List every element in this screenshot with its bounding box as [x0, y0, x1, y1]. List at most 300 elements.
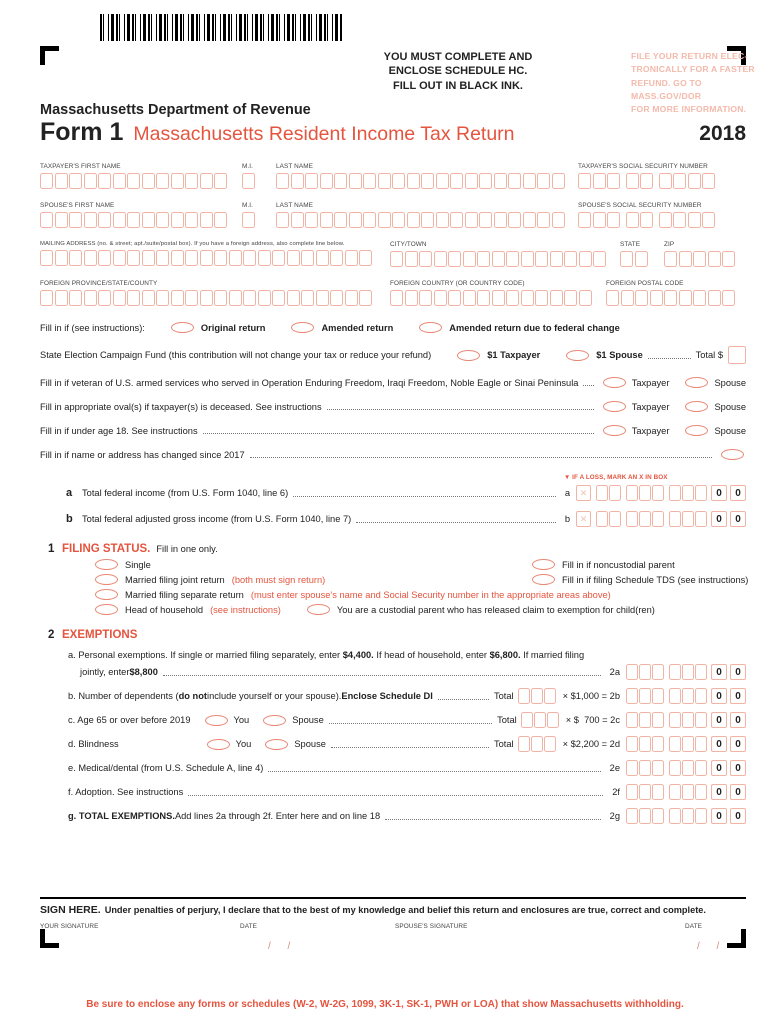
- taxpayer-mi-input[interactable]: [242, 173, 266, 189]
- original-return-oval[interactable]: [171, 322, 194, 333]
- efile-line: TRONICALLY FOR A FASTER: [631, 64, 755, 75]
- sign-here-label: SIGN HERE.: [40, 904, 101, 916]
- char-cell: [534, 712, 546, 728]
- form-number: Form 1: [40, 118, 124, 146]
- dotted-leader: [327, 409, 594, 410]
- char-cell: [272, 290, 285, 306]
- age65-spouse-oval[interactable]: [263, 715, 286, 726]
- char-cell: [550, 251, 563, 267]
- char-cell: [523, 212, 536, 228]
- char-cell: [229, 250, 242, 266]
- char-group: [626, 688, 665, 704]
- schedule-hc-notice: [362, 50, 554, 93]
- cents-box: 0: [711, 688, 727, 704]
- char-cell: [640, 212, 653, 228]
- field-label: MAILING ADDRESS (no. & street; apt./suite/postal box). If you have a foreign address, also complete line below.: [40, 241, 345, 247]
- char-cell: [171, 173, 184, 189]
- char-cell: [626, 688, 638, 704]
- campaign-fund-text: State Election Campaign Fund (this contribution will not change your tax or reduce your refund): [40, 350, 432, 360]
- field-label: SPOUSE'S SOCIAL SECURITY NUMBER: [578, 202, 702, 209]
- deceased-taxpayer-oval[interactable]: [603, 401, 626, 412]
- char-cell: [609, 485, 621, 501]
- cents-box: 0: [730, 664, 746, 680]
- dotted-leader: [331, 747, 489, 748]
- schedule-tds-label: Fill in if filing Schedule TDS (see instructions): [562, 574, 749, 585]
- char-cell: [635, 290, 648, 306]
- veteran-taxpayer-oval[interactable]: [603, 377, 626, 388]
- exemption-2a-line1: [40, 650, 746, 660]
- field-label: FOREIGN POSTAL CODE: [606, 280, 684, 287]
- char-cell: [593, 212, 606, 228]
- char-cell: [477, 290, 490, 306]
- cents-box: 0: [711, 760, 727, 776]
- deceased-ovals: [603, 401, 746, 412]
- head-household-option: [95, 604, 281, 615]
- char-cell: [626, 511, 638, 527]
- exemption-2g-amount: [626, 808, 746, 824]
- char-cell: [434, 251, 447, 267]
- cents-box: 0: [711, 808, 727, 824]
- zip-input[interactable]: [664, 251, 746, 267]
- char-cell: [55, 290, 68, 306]
- taxpayer-last-name-input[interactable]: [276, 173, 568, 189]
- section-title: FILING STATUS.: [62, 543, 151, 555]
- field-label: STATE: [620, 241, 641, 248]
- department-name: Massachusetts Department of Revenue: [40, 102, 311, 118]
- amended-return-oval[interactable]: [291, 322, 314, 333]
- char-group: [669, 760, 708, 776]
- foreign-country-input[interactable]: [390, 290, 596, 306]
- field-label: ZIP: [664, 241, 675, 248]
- field-label: DATE: [685, 923, 702, 930]
- char-cell: [185, 290, 198, 306]
- exemption-2a-amount-input[interactable]: [626, 664, 708, 680]
- char-cell: [98, 212, 111, 228]
- char-group: [626, 664, 665, 680]
- your-date-field[interactable]: [240, 923, 395, 952]
- taxpayer-label: Taxpayer: [631, 425, 670, 436]
- char-cell: [652, 784, 664, 800]
- cents-box: 0: [730, 736, 746, 752]
- field-label: M.I.: [242, 202, 254, 209]
- foreign-country-field: [390, 280, 596, 306]
- campaign-spouse-oval[interactable]: [566, 350, 589, 361]
- char-cell: [392, 212, 405, 228]
- exemption-2c-amount-input[interactable]: [626, 712, 708, 728]
- char-cell: [688, 212, 701, 228]
- dotted-leader: [293, 496, 556, 497]
- form-body: [40, 163, 749, 824]
- loss-note: ▼ IF A LOSS, MARK AN X IN BOX: [564, 474, 668, 481]
- char-cell: [142, 173, 155, 189]
- exemption-2e-text: e. Medical/dental (from U.S. Schedule A, line 4): [68, 763, 264, 773]
- campaign-taxpayer-oval[interactable]: [457, 350, 480, 361]
- foreign-province-input[interactable]: [40, 290, 380, 306]
- head-household-oval[interactable]: [95, 604, 118, 615]
- amended-federal-change-oval[interactable]: [419, 322, 442, 333]
- exemption-2c-amount: [626, 712, 746, 728]
- cents-box: 0: [711, 664, 727, 680]
- char-cell: [98, 173, 111, 189]
- char-cell: [98, 290, 111, 306]
- char-cell: [276, 212, 289, 228]
- char-cell: [564, 251, 577, 267]
- char-cell: [535, 290, 548, 306]
- char-cell: [639, 736, 651, 752]
- char-cell: [349, 173, 362, 189]
- field-label: FOREIGN PROVINCE/STATE/COUNTY: [40, 280, 158, 287]
- char-cell: [673, 173, 686, 189]
- spouse-first-name-input[interactable]: [40, 212, 232, 228]
- char-group: [596, 511, 622, 527]
- char-cell: [521, 251, 534, 267]
- single-oval[interactable]: [95, 559, 118, 570]
- char-cell: [695, 784, 707, 800]
- corner-mark-top-left: [40, 46, 59, 65]
- dependents-total-input[interactable]: [518, 688, 557, 704]
- cents-box: 0: [711, 784, 727, 800]
- field-label: DATE: [240, 923, 257, 930]
- char-cell: [523, 173, 536, 189]
- return-type-row: [40, 322, 746, 333]
- char-cell: [407, 173, 420, 189]
- city-field: [390, 241, 610, 267]
- char-cell: [620, 251, 633, 267]
- mailing-address-input[interactable]: [40, 250, 380, 266]
- char-cell: [626, 664, 638, 680]
- char-cell: [673, 212, 686, 228]
- amended-return-label: Amended return: [321, 322, 394, 333]
- field-label: FOREIGN COUNTRY (OR COUNTRY CODE): [390, 280, 525, 287]
- char-cell: [669, 808, 681, 824]
- exemption-2c-row: [40, 712, 746, 728]
- line-b-amount-input[interactable]: [596, 511, 708, 527]
- exemption-2g-amount-input[interactable]: [626, 808, 708, 824]
- char-cell: [359, 250, 372, 266]
- cents-box: 0: [711, 485, 727, 501]
- under-18-spouse-oval[interactable]: [685, 425, 708, 436]
- char-cell: [682, 808, 694, 824]
- filing-status-row-1: [40, 559, 746, 570]
- char-group: [659, 173, 717, 189]
- you-label: You: [235, 739, 252, 749]
- line-a-loss-box[interactable]: ✕: [576, 485, 591, 501]
- exemption-2e-amount-input[interactable]: [626, 760, 708, 776]
- exemption-2d-amount-input[interactable]: [626, 736, 708, 752]
- veteran-text: Fill in if veteran of U.S. armed services who served in Operation Enduring Freedom, Iraqi Freedom, Noble Eagle or Sinai Peninsula: [40, 377, 579, 388]
- name-address-changed-oval[interactable]: [721, 449, 744, 460]
- efile-notice: [631, 50, 761, 117]
- char-cell: [521, 712, 533, 728]
- exemption-2d-text: d. Blindness: [68, 739, 119, 749]
- cents-box: 0: [730, 511, 746, 527]
- efile-line: FILE YOUR RETURN ELEC-: [631, 51, 748, 61]
- char-cell: [609, 511, 621, 527]
- line-b-loss-box[interactable]: ✕: [576, 511, 591, 527]
- char-group: [276, 173, 566, 189]
- char-cell: [113, 250, 126, 266]
- char-cell: [55, 173, 68, 189]
- char-cell: [695, 485, 707, 501]
- char-group: [669, 664, 708, 680]
- char-cell: [578, 212, 591, 228]
- foreign-address-row: [40, 280, 746, 306]
- char-cell: [652, 688, 664, 704]
- char-cell: [378, 212, 391, 228]
- dotted-leader: [163, 675, 601, 676]
- char-cell: [639, 664, 651, 680]
- char-cell: [679, 290, 692, 306]
- char-cell: [305, 212, 318, 228]
- char-cell: [276, 173, 289, 189]
- char-cell: [127, 290, 140, 306]
- spouse-ssn-input[interactable]: [578, 212, 746, 228]
- cents-box: 0: [730, 712, 746, 728]
- char-cell: [494, 173, 507, 189]
- char-cell: [200, 212, 213, 228]
- field-label: YOUR SIGNATURE: [40, 923, 99, 930]
- char-cell: [258, 250, 271, 266]
- taxpayer-ssn-input[interactable]: [578, 173, 746, 189]
- char-group: [626, 784, 665, 800]
- char-cell: [639, 784, 651, 800]
- blind-spouse-oval[interactable]: [265, 739, 288, 750]
- char-cell: [242, 212, 255, 228]
- char-cell: [693, 251, 706, 267]
- char-cell: [682, 511, 694, 527]
- char-cell: [494, 212, 507, 228]
- char-cell: [448, 251, 461, 267]
- char-cell: [291, 173, 304, 189]
- notice-line: YOU MUST COMPLETE AND: [383, 51, 533, 63]
- char-group: [669, 784, 708, 800]
- char-cell: [659, 173, 672, 189]
- dotted-leader: [188, 795, 603, 796]
- char-cell: [506, 251, 519, 267]
- char-cell: [84, 173, 97, 189]
- char-cell: [40, 212, 53, 228]
- exemption-2a-amount: [626, 664, 746, 680]
- char-cell: [185, 173, 198, 189]
- char-cell: [682, 760, 694, 776]
- char-cell: [669, 485, 681, 501]
- char-cell: [695, 808, 707, 824]
- you-label: You: [233, 715, 250, 725]
- cents-box: 0: [711, 511, 727, 527]
- blind-total-input[interactable]: [518, 736, 557, 752]
- char-group: [669, 511, 708, 527]
- cents-box: 0: [711, 736, 727, 752]
- deceased-spouse-oval[interactable]: [685, 401, 708, 412]
- char-cell: [626, 808, 638, 824]
- char-group: [390, 290, 593, 306]
- your-signature-field[interactable]: [40, 923, 240, 952]
- char-cell: [537, 212, 550, 228]
- line-a-amount-input[interactable]: [596, 485, 708, 501]
- line-b-amount: [576, 511, 746, 527]
- age65-total-input[interactable]: [521, 712, 560, 728]
- char-cell: [434, 290, 447, 306]
- blind-you-oval[interactable]: [207, 739, 230, 750]
- state-input[interactable]: [620, 251, 654, 267]
- char-cell: [579, 290, 592, 306]
- married-separate-oval[interactable]: [95, 589, 118, 600]
- char-cell: [291, 212, 304, 228]
- char-cell: [682, 784, 694, 800]
- char-cell: [55, 250, 68, 266]
- char-cell: [301, 290, 314, 306]
- spouse-mi-input[interactable]: [242, 212, 266, 228]
- section-subtitle: Fill in one only.: [156, 544, 218, 554]
- char-cell: [626, 784, 638, 800]
- exemption-2b-row: [40, 688, 746, 704]
- cents-box: 0: [730, 688, 746, 704]
- exemption-2f-amount: [626, 784, 746, 800]
- exemption-2g-text: Add lines 2a through 2f. Enter here and on line 18: [174, 811, 381, 821]
- char-group: [518, 736, 557, 752]
- field-label: LAST NAME: [276, 202, 314, 209]
- char-cell: [682, 485, 694, 501]
- char-cell: [200, 173, 213, 189]
- char-cell: [463, 251, 476, 267]
- exemption-2f-amount-input[interactable]: [626, 784, 708, 800]
- custodial-release-oval[interactable]: [307, 604, 330, 615]
- deceased-row: [40, 401, 746, 412]
- char-cell: [688, 173, 701, 189]
- multiplier-2b: × $1,000 = 2b: [562, 691, 620, 701]
- dotted-leader: [438, 699, 489, 700]
- char-cell: [345, 290, 358, 306]
- amount-6800: $6,800.: [489, 650, 521, 660]
- char-cell: [593, 173, 606, 189]
- line-letter: b: [66, 513, 73, 525]
- dotted-leader: [268, 771, 600, 772]
- char-cell: [69, 290, 82, 306]
- char-cell: [214, 290, 227, 306]
- char-cell: [405, 251, 418, 267]
- sign-heading: [40, 904, 746, 916]
- amount-8800: $8,800: [129, 667, 158, 677]
- char-cell: [621, 290, 634, 306]
- char-cell: [693, 290, 706, 306]
- char-group: [626, 712, 665, 728]
- do-not-bold: do not: [178, 691, 208, 701]
- char-cell: [702, 212, 715, 228]
- char-cell: [652, 736, 664, 752]
- spouse-last-name-input[interactable]: [276, 212, 568, 228]
- char-cell: [518, 688, 530, 704]
- campaign-total-box[interactable]: [728, 346, 746, 364]
- char-cell: [421, 173, 434, 189]
- filing-status-row-4: [40, 604, 746, 615]
- char-cell: [552, 212, 565, 228]
- taxpayer-mi-field: [242, 163, 266, 189]
- char-cell: [142, 250, 155, 266]
- campaign-fund-row: [40, 346, 746, 364]
- exemption-2b-amount-input[interactable]: [626, 688, 708, 704]
- zip-field: [664, 241, 746, 267]
- char-cell: [171, 250, 184, 266]
- married-joint-oval[interactable]: [95, 574, 118, 585]
- char-cell: [544, 736, 556, 752]
- char-cell: [547, 712, 559, 728]
- date-slashes: / /: [697, 941, 720, 952]
- char-group: [626, 760, 665, 776]
- field-label: TAXPAYER'S FIRST NAME: [40, 163, 121, 170]
- noncustodial-oval[interactable]: [532, 559, 555, 570]
- field-label: LAST NAME: [276, 163, 314, 170]
- cents-box: 0: [711, 712, 727, 728]
- char-group: [40, 173, 229, 189]
- taxpayer-first-name-input[interactable]: [40, 173, 232, 189]
- char-cell: [626, 212, 639, 228]
- char-group: [578, 212, 622, 228]
- char-cell: [639, 712, 651, 728]
- spouse-signature-field[interactable]: [395, 923, 685, 952]
- spouse-label: Spouse: [294, 739, 326, 749]
- char-cell: [156, 250, 169, 266]
- char-cell: [258, 290, 271, 306]
- char-cell: [465, 212, 478, 228]
- char-cell: [596, 511, 608, 527]
- char-cell: [363, 173, 376, 189]
- char-cell: [639, 808, 651, 824]
- schedule-tds-oval[interactable]: [532, 574, 555, 585]
- char-group: [40, 212, 229, 228]
- char-cell: [69, 250, 82, 266]
- field-label: CITY/TOWN: [390, 241, 427, 248]
- char-cell: [607, 173, 620, 189]
- campaign-total-label: Total $: [695, 350, 723, 360]
- under-18-taxpayer-oval[interactable]: [603, 425, 626, 436]
- char-cell: [84, 250, 97, 266]
- exemption-2f-text: f. Adoption. See instructions: [68, 787, 184, 797]
- noncustodial-label: Fill in if noncustodial parent: [562, 559, 675, 570]
- char-cell: [479, 173, 492, 189]
- char-cell: [695, 688, 707, 704]
- char-cell: [419, 251, 432, 267]
- efile-line: REFUND. GO TO MASS.GOV/DOR: [631, 77, 702, 101]
- mailing-address-field: [40, 241, 380, 267]
- foreign-postal-input[interactable]: [606, 290, 746, 306]
- char-cell: [40, 173, 53, 189]
- char-cell: [185, 250, 198, 266]
- char-group: [606, 290, 737, 306]
- char-cell: [708, 290, 721, 306]
- taxpayer-label: Taxpayer: [631, 377, 670, 388]
- char-cell: [508, 212, 521, 228]
- char-cell: [320, 212, 333, 228]
- char-cell: [682, 736, 694, 752]
- char-group: [620, 251, 649, 267]
- married-joint-label: Married filing joint return: [125, 574, 225, 585]
- char-cell: [492, 251, 505, 267]
- char-cell: [639, 485, 651, 501]
- state-field: [620, 241, 654, 267]
- notice-line: FILL OUT IN BLACK INK.: [393, 79, 523, 92]
- title-row: [40, 118, 746, 147]
- line-a-text: Total federal income (from U.S. Form 1040, line 6): [82, 488, 289, 498]
- veteran-spouse-oval[interactable]: [685, 377, 708, 388]
- city-input[interactable]: [390, 251, 610, 267]
- char-group: [40, 250, 374, 266]
- age65-you-oval[interactable]: [205, 715, 228, 726]
- exemptions-header: [40, 629, 746, 641]
- line-ref: 2f: [612, 787, 620, 797]
- spouse-date-field[interactable]: [685, 923, 746, 952]
- enclosure-note: Be sure to enclose any forms or schedules (W-2, W-2G, 1099, 3K-1, SK-1, PWH or LOA) that show Massachusetts withholding.: [86, 999, 684, 1010]
- exemption-2e-row: [40, 760, 746, 776]
